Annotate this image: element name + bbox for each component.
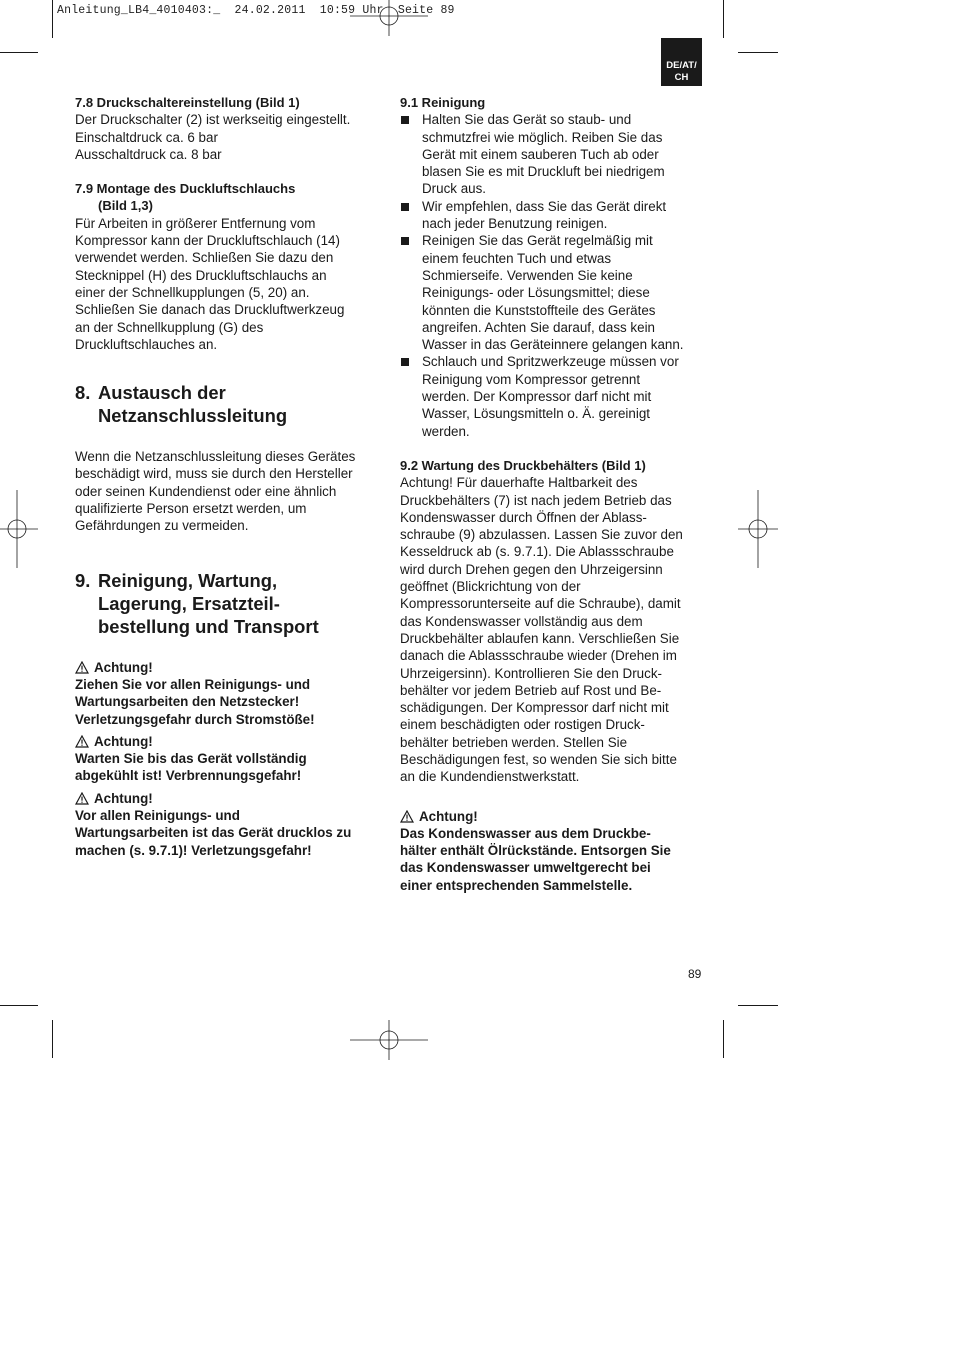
warning-line: abgekühlt ist! Verbrennungsgefahr!: [75, 768, 302, 784]
body-line: Kompressorunterseite auf die Schraube), damit: [400, 596, 681, 612]
body-line: an der Schnellkupplung (G) des: [75, 319, 264, 335]
section-7-8-title: 7.8 Druckschaltereinstellung (Bild 1): [75, 95, 300, 110]
warning-line: Verletzungsgefahr durch Stromstöße!: [75, 711, 315, 727]
language-tab: [661, 38, 702, 86]
body-line: schädigungen. Der Kompressor darf nicht mit: [400, 700, 669, 716]
body-line: Achtung! Für dauerhafte Haltbarkeit des: [400, 475, 638, 491]
body-line: an die Kundendienstwerkstatt.: [400, 769, 580, 785]
body-line: Gerät mit einem sauberen Tuch ab oder: [422, 146, 659, 162]
body-line: Ausschaltdruck ca. 8 bar: [75, 146, 222, 162]
body-line: qualifizierte Person ersetzt werden, um: [75, 501, 307, 517]
body-line: Druckbehälter ablaufen kann. Verschließen Sie: [400, 630, 680, 646]
body-line: verwendet werden. Schließen Sie dazu den: [75, 250, 334, 266]
body-line: Druckluftschlauches an.: [75, 336, 218, 352]
crop-mark: [52, 0, 53, 38]
warning-heading: [400, 808, 705, 825]
body-line: einem feuchten Tuch und etwas: [422, 250, 612, 266]
section-7-8-body: [75, 111, 380, 163]
body-line: einem beschädigten oder rostigen Druck-: [400, 717, 645, 733]
crop-mark: [723, 0, 724, 38]
body-line: könnten die Kunststoffteile des Gerätes: [422, 302, 656, 318]
body-line: beschädigt wird, muss sie durch den Hersteller: [75, 466, 353, 482]
body-line: behälter vor jedem Betrieb auf Rost und Be-: [400, 682, 662, 698]
section-7-9-title-line: 7.9 Montage des Duckluftschlauchs: [75, 181, 296, 197]
warning-triangle-icon: [75, 792, 89, 805]
registration-mark-icon: [0, 490, 38, 568]
warning-triangle-icon: [75, 735, 89, 748]
body-line: danach die Ablassschraube wieder (Drehen im: [400, 648, 677, 664]
body-line: werden. Der Kompressor darf nicht mit: [422, 389, 652, 405]
section-9-1-title: 9.1 Reinigung: [400, 95, 486, 110]
body-line: Reinigen Sie das Gerät regelmäßig mit: [422, 233, 653, 249]
warning-label: Achtung!: [419, 808, 478, 824]
body-line: Reinigung vom Kompressor getrennt: [422, 371, 641, 387]
body-line: geöffnet (Blickrichtung von der: [400, 579, 581, 595]
body-line: Gefährdungen zu vermeiden.: [75, 518, 249, 534]
right-column: [400, 94, 705, 894]
body-line: Kesseldruck ab (s. 9.7.1). Die Ablassschraube: [400, 544, 674, 560]
crop-mark: [0, 1005, 38, 1006]
body-line: Der Druckschalter (2) ist werkseitig eingestellt.: [75, 112, 351, 128]
section-8-heading: [75, 381, 380, 427]
body-line: Reinigungs- oder Lösungsmittel; diese: [422, 285, 650, 301]
square-bullet-icon: [401, 116, 409, 124]
body-line: oder seinen Kundendienst oder eine ähnlich: [75, 483, 337, 499]
crop-mark: [52, 1020, 53, 1058]
registration-mark-icon: [738, 490, 778, 568]
registration-mark-icon: [350, 1020, 428, 1060]
crop-mark: [0, 52, 38, 53]
body-line: werden.: [422, 423, 470, 439]
body-line: nach jeder Benutzung reinigen.: [422, 216, 608, 232]
warning-line: Warten Sie bis das Gerät vollständig: [75, 751, 307, 767]
warning-line: das Kondenswasser umweltgerecht bei: [400, 860, 651, 876]
warning-label: Achtung!: [94, 733, 153, 749]
warning-heading: [75, 659, 380, 676]
body-line: Einschaltdruck ca. 6 bar: [75, 129, 218, 145]
body-line: Wenn die Netzanschlussleitung dieses Gerätes: [75, 449, 356, 465]
warning-block: [75, 733, 380, 785]
body-line: Druckbehälters (7) ist nach jedem Betrieb das: [400, 492, 672, 508]
heading-line: Lagerung, Ersatzteil-: [98, 592, 280, 614]
list-item: [400, 111, 705, 197]
warning-label: Achtung!: [94, 659, 153, 675]
section-7-9-title: [75, 180, 380, 215]
body-line: Wasser in das Geräteinnere gelangen kann.: [422, 337, 684, 353]
section-7-9-title-line: (Bild 1,3): [98, 198, 153, 214]
body-line: blasen Sie es mit Druckluft bei niedrigem: [422, 164, 665, 180]
list-item: [400, 198, 705, 233]
cleaning-bullet-list: [400, 111, 705, 440]
body-line: Wasser, Lösungsmitteln o. Ä. gereinigt: [422, 406, 650, 422]
square-bullet-icon: [401, 203, 409, 211]
body-line: schraube (9) abzulassen. Lassen Sie zuvor den: [400, 527, 683, 543]
body-line: Für Arbeiten in größerer Entfernung vom: [75, 215, 316, 231]
warning-block: [75, 790, 380, 859]
warning-line: Wartungsarbeiten den Netzstecker!: [75, 694, 300, 710]
body-line: Kompressor kann der Druckluftschlauch (14): [75, 233, 340, 249]
list-item: [400, 353, 705, 439]
body-line: Beschädigungen fest, so wenden Sie sich bitte: [400, 751, 677, 767]
section-8-body: [75, 448, 380, 534]
heading-line: Netzanschlussleitung: [98, 405, 288, 427]
body-line: Kondenswasser durch Öffnen der Ablass-: [400, 509, 647, 525]
warning-triangle-icon: [75, 661, 89, 674]
heading-line: Austausch der: [98, 382, 226, 404]
body-line: angreifen. Achten Sie darauf, dass kein: [422, 319, 656, 335]
body-line: Schmierseife. Verwenden Sie keine: [422, 267, 633, 283]
warning-line: hälter enthält Ölrückstände. Entsorgen Sie: [400, 843, 671, 859]
crop-mark: [738, 52, 778, 53]
section-number: 9.: [75, 569, 91, 591]
warning-line: machen (s. 9.7.1)! Verletzungsgefahr!: [75, 842, 312, 858]
body-line: Uhrzeigersinn). Kontrollieren Sie den Druck-: [400, 665, 662, 681]
square-bullet-icon: [401, 237, 409, 245]
warning-label: Achtung!: [94, 790, 153, 806]
warning-line: Wartungsarbeiten ist das Gerät drucklos zu: [75, 825, 352, 841]
warning-line: einer entsprechenden Sammelstelle.: [400, 877, 633, 893]
warning-block: [400, 808, 705, 894]
body-line: Stecknippel (H) des Druckluftschlauchs an: [75, 267, 327, 283]
print-slug-header: Anleitung_LB4_4010403:_ 24.02.2011 10:59 Uhr Seite 89: [57, 4, 455, 17]
warning-line: Das Kondenswasser aus dem Druckbe-: [400, 825, 651, 841]
section-number: 8.: [75, 382, 91, 404]
page-number: 89: [688, 967, 702, 981]
crop-mark: [738, 1005, 778, 1006]
left-column: [75, 94, 380, 859]
warning-triangle-icon: [400, 810, 414, 823]
body-line: schmutzfrei wie möglich. Reiben Sie das: [422, 129, 663, 145]
language-tab-line: DE/AT/: [666, 60, 697, 71]
body-line: Halten Sie das Gerät so staub- und: [422, 112, 632, 128]
body-line: Wir empfehlen, dass Sie das Gerät direkt: [422, 198, 667, 214]
body-line: behälter betrieben werden. Stellen Sie: [400, 734, 628, 750]
warning-line: Ziehen Sie vor allen Reinigungs- und: [75, 676, 311, 692]
heading-line: bestellung und Transport: [98, 615, 319, 637]
square-bullet-icon: [401, 358, 409, 366]
body-line: Schlauch und Spritzwerkzeuge müssen vor: [422, 354, 679, 370]
body-line: das Kondenswasser vollständig aus dem: [400, 613, 643, 629]
body-line: Druck aus.: [422, 181, 486, 197]
body-line: einer der Schnellkupplungen (5, 20) an.: [75, 284, 310, 300]
warning-heading: [75, 790, 380, 807]
section-9-2-body: [400, 474, 705, 785]
heading-line: Reinigung, Wartung,: [98, 569, 278, 591]
body-line: Schließen Sie danach das Druckluftwerkzeug: [75, 302, 345, 318]
crop-mark: [723, 1020, 724, 1058]
section-7-9-body: [75, 215, 380, 353]
list-item: [400, 232, 705, 353]
language-tab-line: CH: [674, 72, 689, 83]
warning-block: [75, 659, 380, 728]
warning-heading: [75, 733, 380, 750]
warning-line: Vor allen Reinigungs- und: [75, 808, 240, 824]
section-9-heading: [75, 569, 380, 638]
section-9-2-title: 9.2 Wartung des Druckbehälters (Bild 1): [400, 457, 646, 473]
body-line: wird durch Drehen gegen den Uhrzeigersinn: [400, 561, 663, 577]
